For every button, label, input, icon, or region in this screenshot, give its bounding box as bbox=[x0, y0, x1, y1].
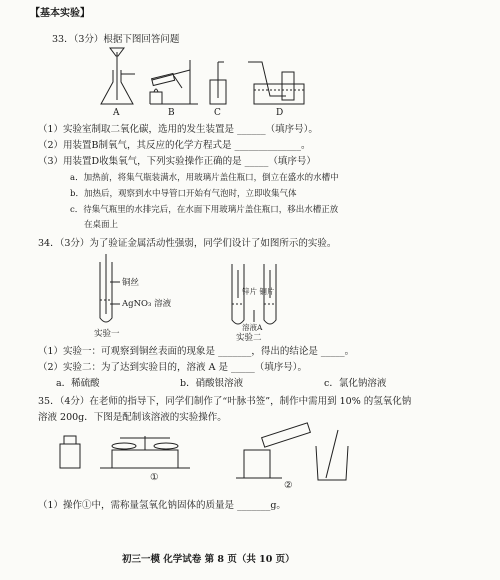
q33-part3: （3）用装置D收集氧气，下列实验操作正确的是 _____（填序号） bbox=[38, 156, 316, 167]
label-b: B bbox=[168, 108, 175, 118]
experiment1-caption: 实验一 bbox=[94, 329, 120, 339]
operation-marker-1: ① bbox=[150, 472, 159, 483]
q34-part2: （2）实验二：为了达到实验目的，溶液 A 是 _____（填序号）。 bbox=[38, 362, 307, 373]
q34-option-c: c．氯化钠溶液 bbox=[324, 378, 387, 389]
reagent-bottle bbox=[60, 436, 80, 468]
q34-stem: 34．（3分）为了验证金属活动性强弱，同学们设计了如图所示的实验。 bbox=[38, 238, 337, 249]
pouring-setup bbox=[236, 423, 310, 478]
label-copper-wire: 铜丝 bbox=[122, 278, 140, 288]
label-agno3-solution: AgNO₃ 溶液 bbox=[122, 299, 172, 309]
balance-scale bbox=[100, 436, 190, 468]
label-solution-a: 溶液A bbox=[242, 323, 263, 332]
q34-option-b: b．硝酸银溶液 bbox=[180, 378, 244, 389]
experiment2-caption: 实验二 bbox=[236, 333, 262, 343]
q34-option-a: a．稀硫酸 bbox=[56, 378, 100, 389]
section-title: 【基本实验】 bbox=[30, 8, 90, 19]
q33-option-c-line2: 在桌面上 bbox=[84, 220, 119, 230]
q33-part2: （2）用装置B制氧气，其反应的化学方程式是 ______________。 bbox=[38, 140, 311, 151]
q35-stem-line1: 35．（4分）在老师的指导下，同学们制作了“叶脉书签”，制作中需用到 10% 的氢氧化钠 bbox=[38, 396, 412, 407]
q33-stem: 33．（3分）根据下图回答问题 bbox=[52, 34, 180, 45]
q33-option-b: b．加热后，观察到水中导管口开始有气泡时，立即收集气体 bbox=[70, 189, 297, 199]
q35-part1: （1）操作①中，需称量氢氧化钠固体的质量是 _______g。 bbox=[38, 500, 286, 511]
label-a: A bbox=[113, 108, 120, 118]
operation-marker-2: ② bbox=[284, 480, 293, 491]
q35-stem-line2: 溶液 200g．下图是配制该溶液的实验操作。 bbox=[38, 412, 227, 423]
q33-option-c-line1: c．待集气瓶里的水排完后，在水面下用玻璃片盖住瓶口，移出水槽正放 bbox=[70, 205, 339, 215]
q34-part1: （1）实验一：可观察到铜丝表面的现象是 _______，得出的结论是 _____。 bbox=[38, 346, 355, 357]
q33-option-a: a．加热前，将集气瓶装满水，用玻璃片盖住瓶口，倒立在盛水的水槽中 bbox=[70, 173, 339, 183]
label-d: D bbox=[276, 108, 284, 118]
beaker-stirring bbox=[316, 430, 348, 480]
label-c: C bbox=[214, 108, 221, 118]
q33-part1: （1）实验室制取二氧化碳，选用的发生装置是 ______（填序号）。 bbox=[38, 124, 318, 135]
page-footer: 初三一模 化学试卷 第 8 页（共 10 页） bbox=[122, 554, 295, 565]
label-zinc-copper: 锌片 铜片 bbox=[242, 287, 275, 296]
